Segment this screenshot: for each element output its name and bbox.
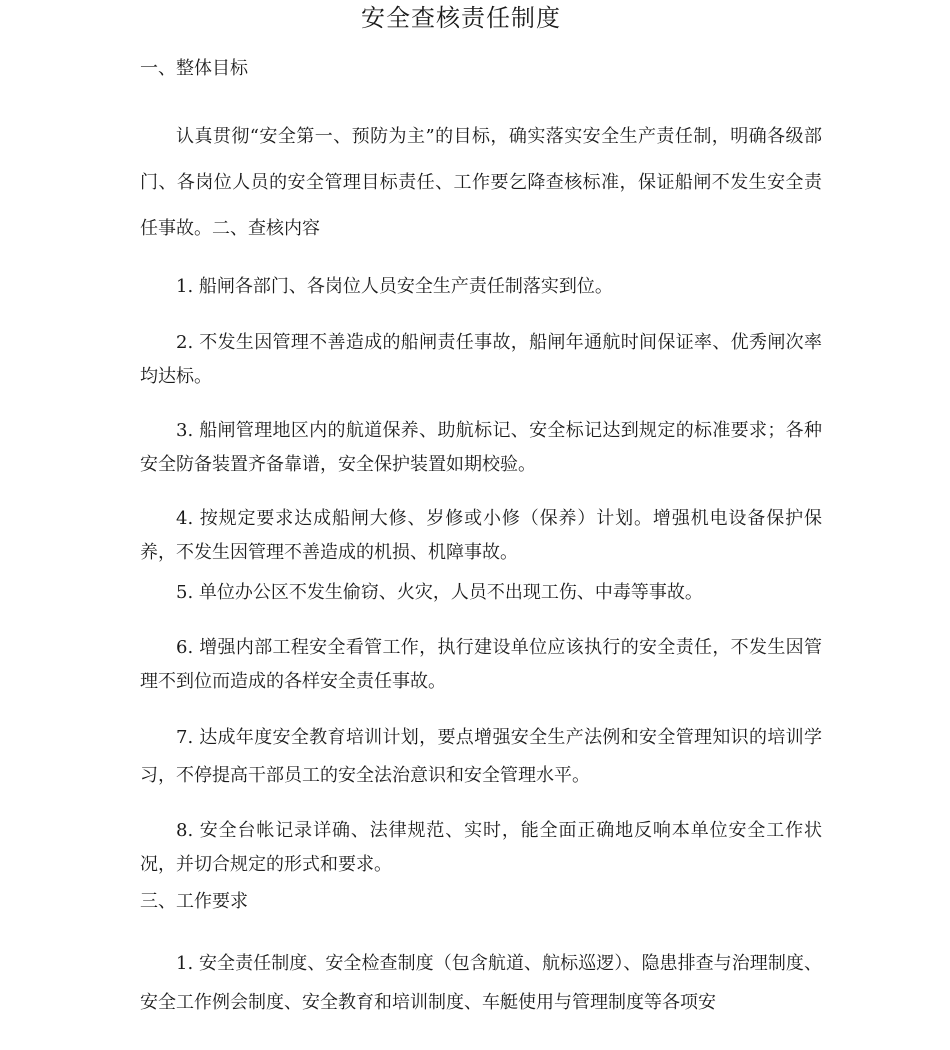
section-heading-work-requirements: 三、工作要求: [140, 891, 248, 912]
check-item-1: 1. 船闸各部门、各岗位人员安全生产责任制落实到位。: [176, 276, 613, 297]
check-item-4: 4. 按规定要求达成船闸大修、岁修或小修（保养）计划。增强机电设备保护保养，不发生因管理不善造成的机损、机障事故。: [140, 508, 822, 563]
check-item-3: 3. 船闸管理地区内的航道保养、助航标记、安全标记达到规定的标准要求；各种安全防备装置齐备靠谱，安全保护装置如期校验。: [140, 420, 822, 475]
check-item-7: 7. 达成年度安全教育培训计划，要点增强安全生产法例和安全管理知识的培训学习，不停提高干部员工的安全法治意识和安全管理水平。: [140, 727, 822, 786]
document-title: 安全查核责任制度: [361, 4, 561, 32]
check-item-5: 5. 单位办公区不发生偷窃、火灾，人员不出现工伤、中毒等事故。: [176, 582, 703, 603]
check-item-8: 8. 安全台帐记录详确、法律规范、实时，能全面正确地反响本单位安全工作状况，并切合规定的形式和要求。: [140, 820, 822, 875]
check-item-2: 2. 不发生因管理不善造成的船闸责任事故，船闸年通航时间保证率、优秀闸次率均达标。: [140, 332, 822, 387]
check-item-6: 6. 增强内部工程安全看管工作，执行建设单位应该执行的安全责任，不发生因管理不到位而造成的各样安全责任事故。: [140, 637, 822, 692]
section-heading-overall-goal: 一、整体目标: [140, 58, 248, 79]
intro-paragraph: 认真贯彻“安全第一、预防为主”的目标，确实落实安全生产责任制，明确各级部门、各岗位人员的安全管理目标责任、工作要乞降查核标准，保证船闸不发生安全责任事故。二、查核内容: [140, 126, 822, 239]
requirement-item-1: 1. 安全责任制度、安全检查制度（包含航道、航标巡逻）、隐患排查与治理制度、安全工作例会制度、安全教育和培训制度、车艇使用与管理制度等各项安: [140, 953, 822, 1013]
